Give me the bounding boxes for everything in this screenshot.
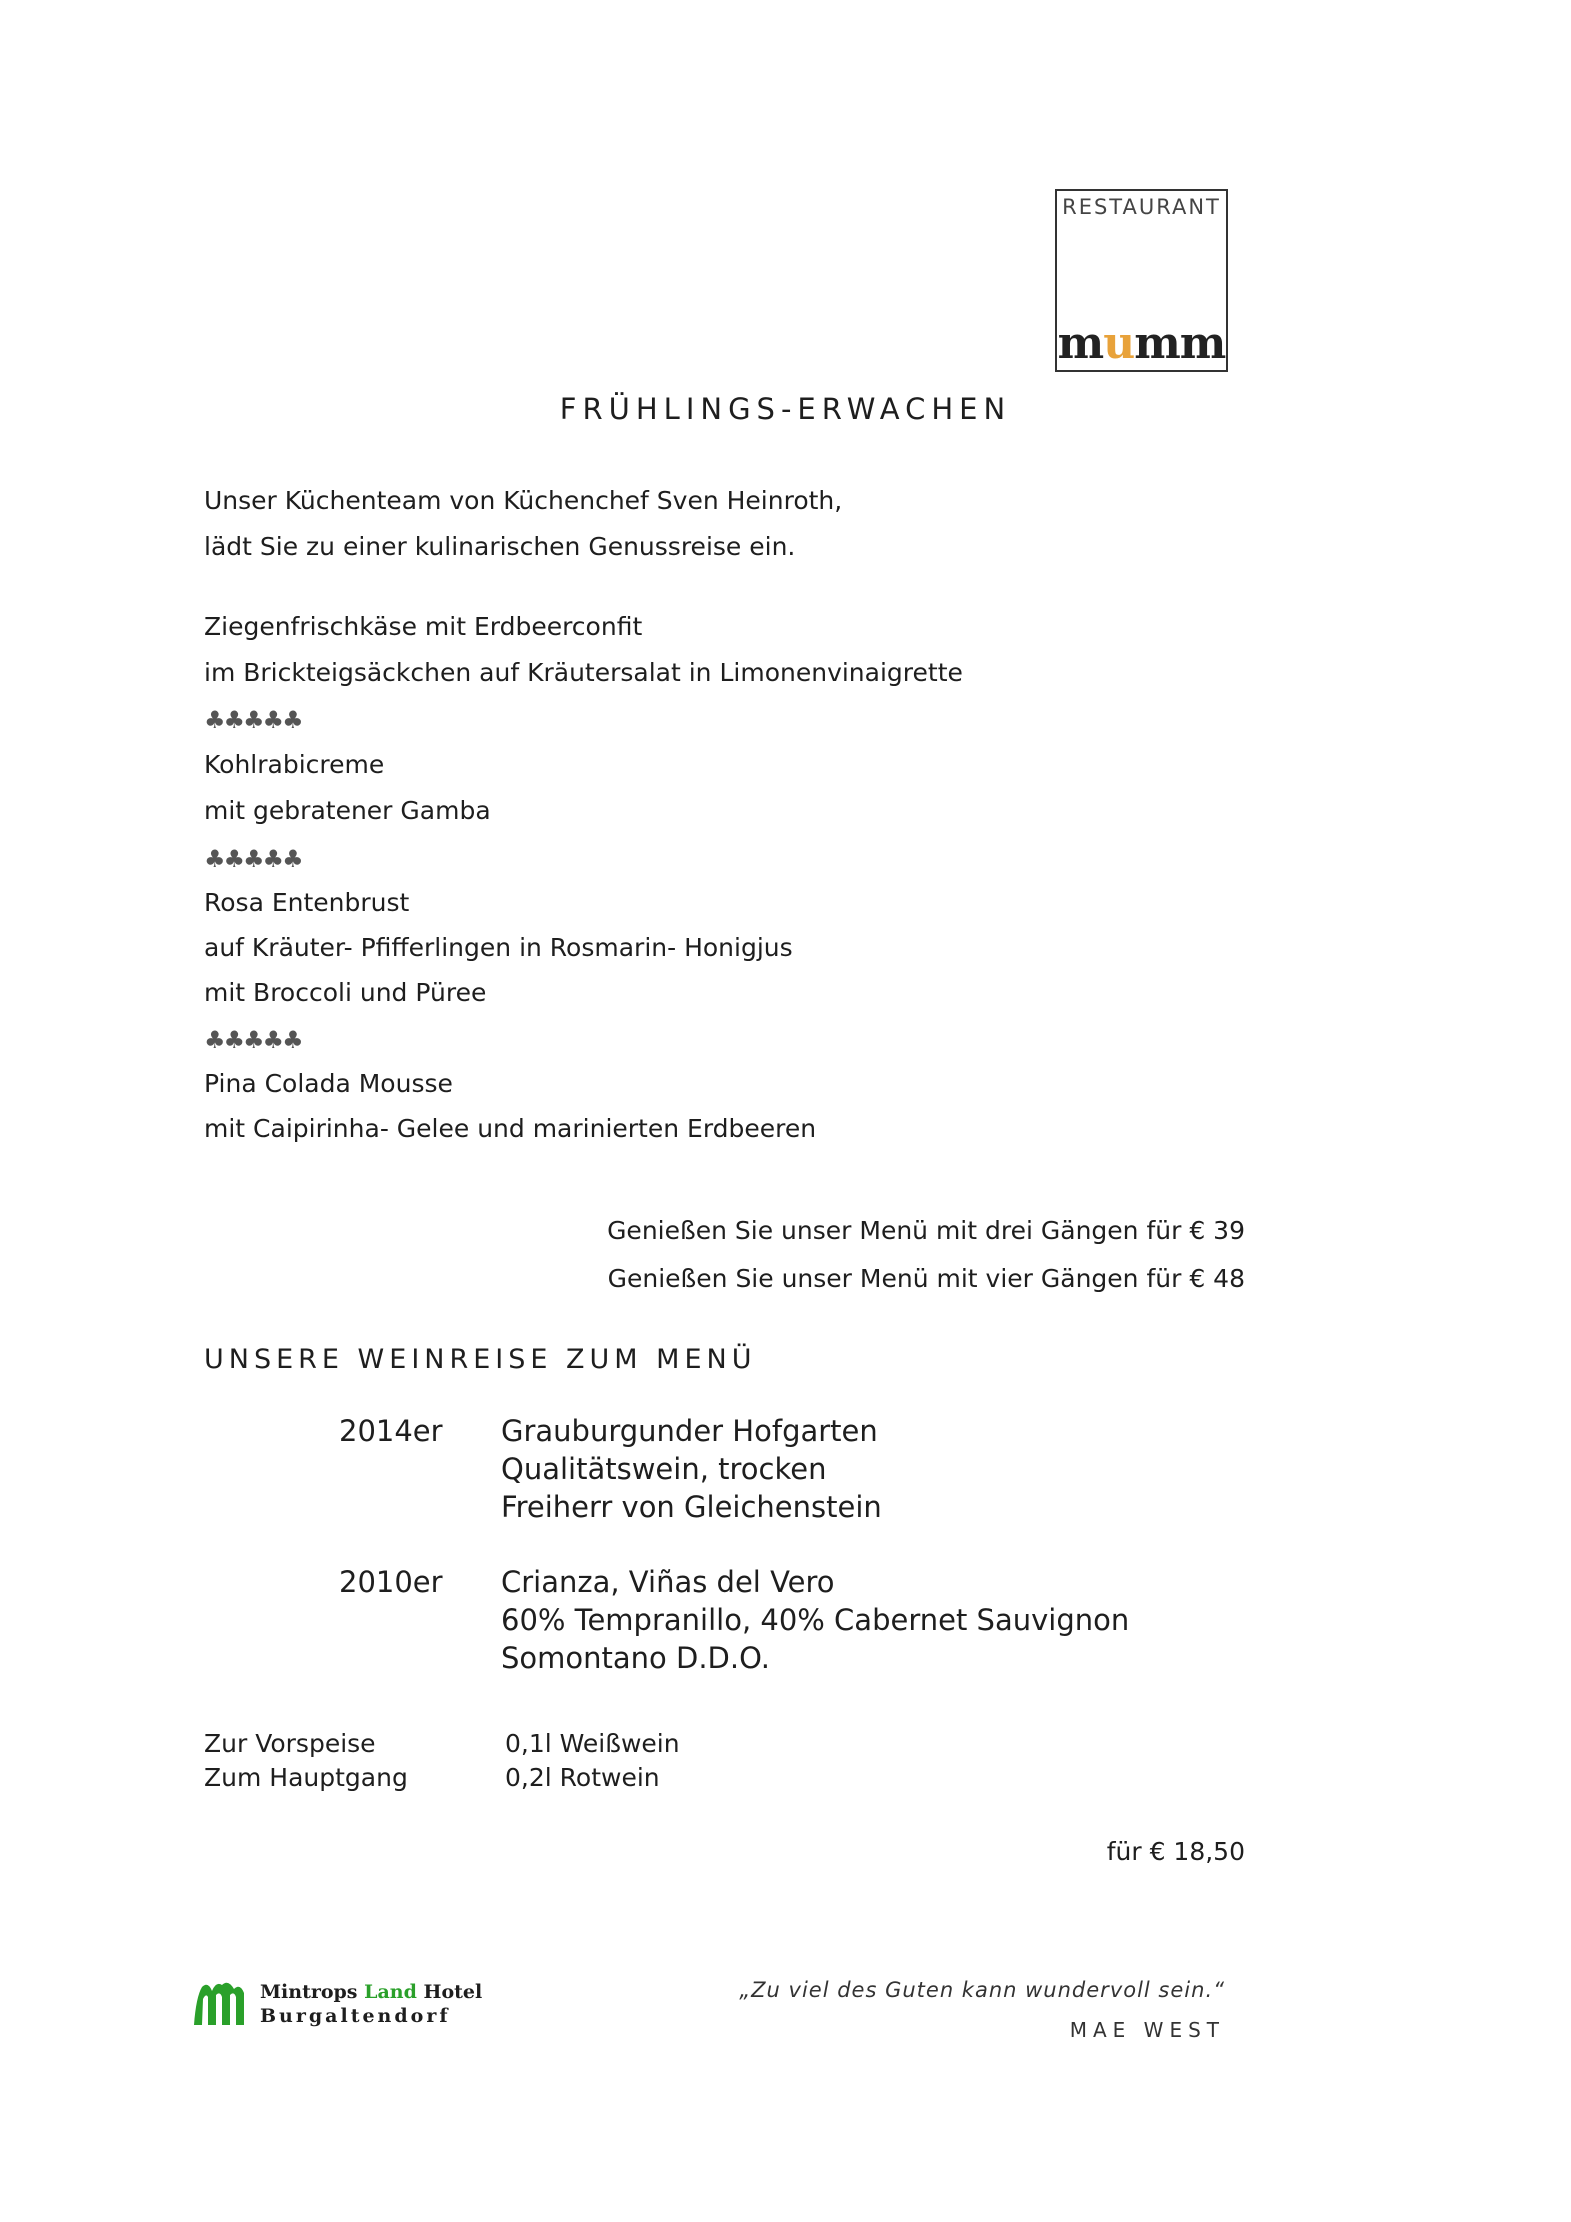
pairing-2-course: Zum Hauptgang	[204, 1763, 408, 1792]
logo-letters-mm: mm	[1134, 318, 1226, 369]
logo-restaurant-text: RESTAURANT	[1062, 195, 1221, 219]
hotel-logo	[190, 1977, 483, 2037]
hotel-name-part-1: Mintrops	[260, 1981, 365, 2003]
hotel-name-green: Land	[364, 1981, 417, 2003]
course-4-line-2: mit Caipirinha- Gelee und marinierten Erdbeeren	[204, 1114, 817, 1143]
wine-2-year: 2010er	[339, 1565, 443, 1599]
hotel-name-part-2: Hotel	[416, 1981, 483, 2003]
footer-quote: „Zu viel des Guten kann wundervoll sein.“	[739, 1978, 1225, 2002]
logo-letter-u: u	[1103, 318, 1135, 369]
wine-2-line-1: Crianza, Viñas del Vero	[501, 1565, 835, 1599]
logo-mumm-wordmark	[1057, 318, 1226, 369]
course-4-line-1: Pina Colada Mousse	[204, 1069, 453, 1098]
ornament-divider-2: ♣♣♣♣♣	[204, 845, 302, 873]
course-3-line-1: Rosa Entenbrust	[204, 888, 410, 917]
price-three-courses: Genießen Sie unser Menü mit drei Gängen für € 39	[607, 1216, 1245, 1245]
price-four-courses: Genießen Sie unser Menü mit vier Gängen für € 48	[607, 1264, 1245, 1293]
hotel-name	[260, 1981, 482, 2003]
restaurant-logo	[1055, 189, 1228, 372]
intro-line-1: Unser Küchenteam von Küchenchef Sven Heinroth,	[204, 486, 843, 515]
course-2-line-1: Kohlrabicreme	[204, 750, 385, 779]
wine-1-line-1: Grauburgunder Hofgarten	[501, 1414, 878, 1448]
pairing-2-wine: 0,2l Rotwein	[505, 1763, 660, 1792]
hotel-logo-m-icon	[190, 1977, 252, 2033]
quote-author: MAE WEST	[1069, 2018, 1225, 2042]
wine-section-title: UNSERE WEINREISE ZUM MENÜ	[204, 1344, 757, 1375]
wine-1-line-2: Qualitätswein, trocken	[501, 1452, 827, 1486]
ornament-divider-3: ♣♣♣♣♣	[204, 1026, 302, 1054]
course-1-line-1: Ziegenfrischkäse mit Erdbeerconfit	[204, 612, 643, 641]
course-1-line-2: im Brickteigsäckchen auf Kräutersalat in Limonenvinaigrette	[204, 658, 963, 687]
intro-line-2: lädt Sie zu einer kulinarischen Genussreise ein.	[204, 532, 796, 561]
wine-price: für € 18,50	[1106, 1837, 1245, 1866]
pairing-1-wine: 0,1l Weißwein	[505, 1729, 680, 1758]
course-3-line-3: mit Broccoli und Püree	[204, 978, 487, 1007]
ornament-divider-1: ♣♣♣♣♣	[204, 706, 302, 734]
wine-2-line-2: 60% Tempranillo, 40% Cabernet Sauvignon	[501, 1603, 1130, 1637]
menu-title: FRÜHLINGS-ERWACHEN	[559, 392, 1012, 426]
logo-letter-m: m	[1057, 318, 1104, 369]
pairing-1-course: Zur Vorspeise	[204, 1729, 376, 1758]
wine-1-year: 2014er	[339, 1414, 443, 1448]
hotel-location: Burgaltendorf	[260, 2005, 451, 2027]
wine-2-line-3: Somontano D.D.O.	[501, 1641, 770, 1675]
course-2-line-2: mit gebratener Gamba	[204, 796, 491, 825]
wine-1-line-3: Freiherr von Gleichenstein	[501, 1490, 882, 1524]
course-3-line-2: auf Kräuter- Pfifferlingen in Rosmarin- Honigjus	[204, 933, 793, 962]
